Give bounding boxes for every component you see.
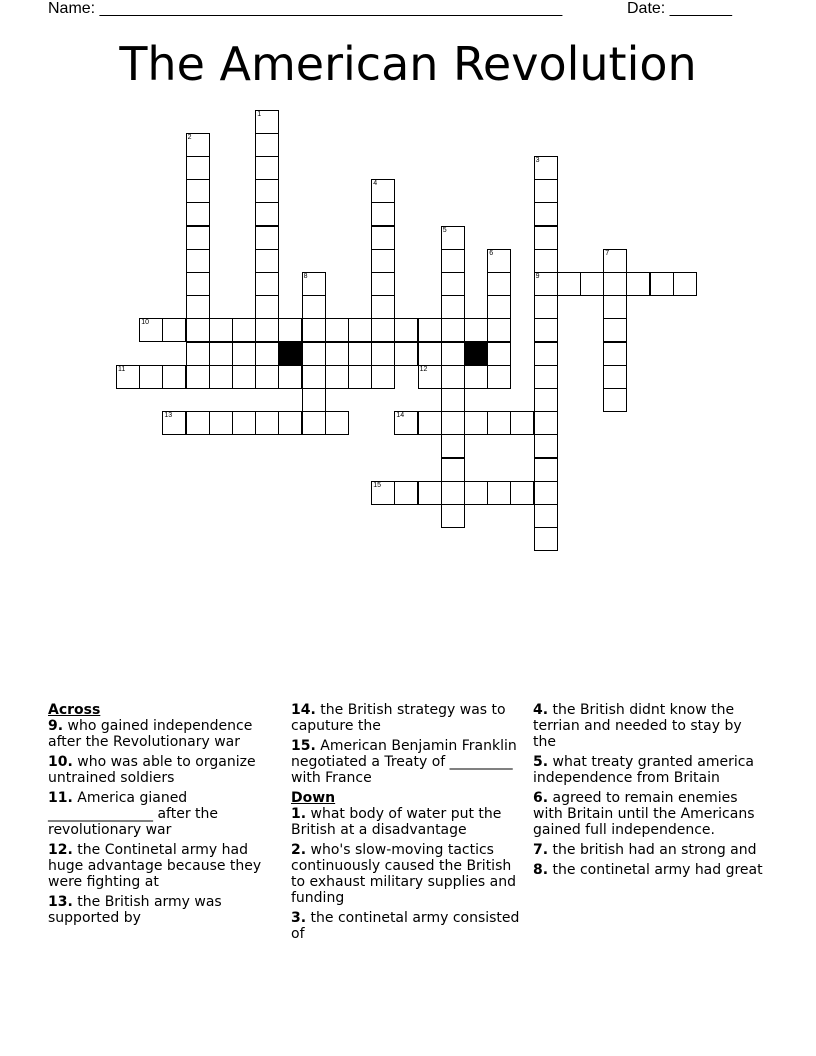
- grid-cell[interactable]: [186, 272, 210, 296]
- grid-cell[interactable]: [255, 226, 279, 250]
- name-field-label[interactable]: Name: ____________________________________________________: [48, 0, 563, 17]
- grid-cell[interactable]: [232, 318, 256, 342]
- grid-cell[interactable]: [441, 411, 465, 435]
- cell-number: 9: [535, 272, 540, 280]
- grid-cell[interactable]: [441, 342, 465, 366]
- clue-number: 9.: [48, 718, 64, 734]
- grid-cell[interactable]: [371, 226, 395, 250]
- grid-cell[interactable]: [139, 318, 163, 342]
- cell-number: 13: [164, 412, 173, 420]
- clue-across-13: [48, 894, 284, 926]
- clue-text: American Benjamin Franklin negotiated a Treaty of _________ with France: [291, 738, 517, 786]
- grid-cell[interactable]: [394, 342, 418, 366]
- grid-cell[interactable]: [534, 388, 558, 412]
- grid-cell[interactable]: [534, 249, 558, 273]
- cell-number: 10: [141, 319, 149, 327]
- grid-cell[interactable]: [186, 295, 210, 319]
- clue-across-9: [48, 718, 284, 750]
- grid-cell[interactable]: [255, 365, 279, 389]
- grid-cell[interactable]: [186, 342, 210, 366]
- grid-cell[interactable]: [302, 272, 326, 296]
- grid-cell[interactable]: [394, 318, 418, 342]
- grid-cell[interactable]: [626, 272, 650, 296]
- grid-cell[interactable]: [441, 249, 465, 273]
- grid-cell[interactable]: [441, 365, 465, 389]
- grid-cell[interactable]: [487, 342, 511, 366]
- clue-text: the continetal army had great: [552, 862, 763, 878]
- cell-number: 12: [419, 365, 428, 373]
- grid-cell[interactable]: [603, 342, 627, 366]
- clue-down-5: [533, 754, 769, 786]
- clue-down-4: [533, 702, 769, 750]
- grid-cell[interactable]: [487, 481, 511, 505]
- clue-across-10: [48, 754, 284, 786]
- grid-cell[interactable]: [371, 342, 395, 366]
- grid-cell[interactable]: [232, 411, 256, 435]
- grid-cell[interactable]: [302, 318, 326, 342]
- grid-cell[interactable]: [487, 249, 511, 273]
- grid-block: [278, 342, 302, 366]
- grid-cell[interactable]: [348, 365, 372, 389]
- clue-number: 5.: [533, 754, 549, 770]
- clue-number: 11.: [48, 790, 73, 806]
- grid-cell[interactable]: [255, 156, 279, 180]
- grid-cell[interactable]: [534, 295, 558, 319]
- grid-cell[interactable]: [510, 481, 534, 505]
- grid-cell[interactable]: [255, 179, 279, 203]
- clue-down-6: [533, 790, 769, 838]
- grid-cell[interactable]: [186, 179, 210, 203]
- clue-text: who gained independence after the Revolutionary war: [48, 718, 253, 750]
- grid-cell[interactable]: [302, 411, 326, 435]
- clues-column-1: [48, 702, 284, 930]
- clue-number: 14.: [291, 702, 316, 718]
- grid-cell[interactable]: [441, 504, 465, 528]
- clue-number: 13.: [48, 894, 73, 910]
- grid-cell[interactable]: [487, 295, 511, 319]
- grid-cell[interactable]: [441, 318, 465, 342]
- grid-cell[interactable]: [371, 318, 395, 342]
- grid-cell[interactable]: [534, 179, 558, 203]
- grid-cell[interactable]: [534, 411, 558, 435]
- clue-number: 8.: [533, 862, 549, 878]
- grid-cell[interactable]: [116, 365, 140, 389]
- page-title: The American Revolution: [119, 37, 697, 91]
- grid-cell[interactable]: [557, 272, 581, 296]
- grid-cell[interactable]: [534, 504, 558, 528]
- grid-cell[interactable]: [418, 481, 442, 505]
- grid-cell[interactable]: [302, 365, 326, 389]
- grid-cell[interactable]: [441, 226, 465, 250]
- grid-cell[interactable]: [186, 318, 210, 342]
- grid-cell[interactable]: [278, 365, 302, 389]
- grid-cell[interactable]: [534, 272, 558, 296]
- clue-text: America gianed _______________ after the revolutionary war: [48, 790, 218, 838]
- cell-number: 7: [605, 249, 610, 257]
- clue-across-14: [291, 702, 527, 734]
- grid-cell[interactable]: [371, 481, 395, 505]
- clue-number: 10.: [48, 754, 73, 770]
- grid-cell[interactable]: [464, 411, 488, 435]
- grid-cell[interactable]: [418, 318, 442, 342]
- grid-cell[interactable]: [418, 342, 442, 366]
- clue-number: 6.: [533, 790, 549, 806]
- grid-cell[interactable]: [255, 272, 279, 296]
- grid-cell[interactable]: [580, 272, 604, 296]
- grid-cell[interactable]: [371, 249, 395, 273]
- clue-down-3: [291, 910, 527, 942]
- grid-cell[interactable]: [348, 318, 372, 342]
- grid-cell[interactable]: [487, 365, 511, 389]
- grid-cell[interactable]: [534, 365, 558, 389]
- clues-column-2: [291, 702, 527, 946]
- cell-number: 4: [373, 180, 378, 188]
- grid-cell[interactable]: [603, 318, 627, 342]
- grid-cell[interactable]: [603, 388, 627, 412]
- grid-cell[interactable]: [534, 342, 558, 366]
- cell-number: 3: [535, 156, 540, 164]
- grid-cell[interactable]: [534, 156, 558, 180]
- grid-cell[interactable]: [650, 272, 674, 296]
- clue-number: 3.: [291, 910, 307, 926]
- cell-number: 14: [396, 412, 405, 420]
- grid-cell[interactable]: [418, 365, 442, 389]
- grid-cell[interactable]: [394, 411, 418, 435]
- grid-cell[interactable]: [209, 365, 233, 389]
- grid-cell[interactable]: [186, 202, 210, 226]
- grid-cell[interactable]: [186, 133, 210, 157]
- grid-cell[interactable]: [534, 202, 558, 226]
- grid-cell[interactable]: [534, 318, 558, 342]
- grid-cell[interactable]: [255, 411, 279, 435]
- grid-cell[interactable]: [186, 156, 210, 180]
- grid-cell[interactable]: [186, 365, 210, 389]
- down-heading: Down: [291, 790, 336, 806]
- grid-cell[interactable]: [278, 318, 302, 342]
- clue-number: 12.: [48, 842, 73, 858]
- grid-cell[interactable]: [186, 226, 210, 250]
- grid-cell[interactable]: [255, 249, 279, 273]
- clue-down-2: [291, 842, 527, 906]
- across-heading: Across: [48, 702, 101, 718]
- grid-cell[interactable]: [186, 411, 210, 435]
- clue-number: 1.: [291, 806, 307, 822]
- clue-text: the british had an strong and: [552, 842, 757, 858]
- grid-cell[interactable]: [441, 434, 465, 458]
- clue-down-1: [291, 806, 527, 838]
- grid-cell[interactable]: [302, 342, 326, 366]
- grid-cell[interactable]: [255, 110, 279, 134]
- grid-cell[interactable]: [534, 527, 558, 551]
- grid-cell[interactable]: [139, 365, 163, 389]
- clue-number: 7.: [533, 842, 549, 858]
- cell-number: 15: [373, 481, 381, 489]
- grid-cell[interactable]: [371, 179, 395, 203]
- clue-text: who was able to organize untrained soldiers: [48, 754, 256, 786]
- grid-cell[interactable]: [441, 388, 465, 412]
- grid-cell[interactable]: [209, 342, 233, 366]
- grid-cell[interactable]: [441, 481, 465, 505]
- grid-cell[interactable]: [534, 481, 558, 505]
- clue-number: 15.: [291, 738, 316, 754]
- grid-cell[interactable]: [255, 295, 279, 319]
- cell-number: 1: [257, 110, 262, 118]
- grid-cell[interactable]: [325, 411, 349, 435]
- clue-text: the British didnt know the terrian and needed to stay by the: [533, 702, 742, 750]
- grid-cell[interactable]: [255, 202, 279, 226]
- cell-number: 2: [187, 133, 192, 141]
- clue-number: 4.: [533, 702, 549, 718]
- grid-cell[interactable]: [162, 365, 186, 389]
- grid-cell[interactable]: [232, 342, 256, 366]
- grid-cell[interactable]: [255, 342, 279, 366]
- cell-number: 11: [118, 365, 126, 373]
- grid-cell[interactable]: [371, 365, 395, 389]
- grid-cell[interactable]: [464, 481, 488, 505]
- grid-cell[interactable]: [325, 318, 349, 342]
- clues-section: [48, 702, 768, 962]
- grid-cell[interactable]: [209, 411, 233, 435]
- clue-down-7: [533, 842, 769, 858]
- grid-cell[interactable]: [162, 318, 186, 342]
- grid-cell[interactable]: [232, 365, 256, 389]
- clue-text: what treaty granted america independence from Britain: [533, 754, 754, 786]
- grid-cell[interactable]: [418, 411, 442, 435]
- grid-cell[interactable]: [441, 272, 465, 296]
- clue-across-12: [48, 842, 284, 890]
- grid-cell[interactable]: [534, 458, 558, 482]
- grid-cell[interactable]: [510, 411, 534, 435]
- grid-cell[interactable]: [673, 272, 697, 296]
- grid-cell[interactable]: [302, 388, 326, 412]
- clue-text: what body of water put the British at a disadvantage: [291, 806, 502, 838]
- grid-cell[interactable]: [487, 318, 511, 342]
- cell-number: 8: [303, 272, 308, 280]
- clue-text: who's slow-moving tactics continuously caused the British to exhaust military supplies and funding: [291, 842, 516, 906]
- clue-across-11: [48, 790, 284, 838]
- cell-number: 5: [442, 226, 447, 234]
- cell-number: 6: [489, 249, 494, 257]
- grid-cell[interactable]: [534, 434, 558, 458]
- grid-cell[interactable]: [278, 411, 302, 435]
- grid-cell[interactable]: [255, 133, 279, 157]
- grid-cell[interactable]: [255, 318, 279, 342]
- clue-text: agreed to remain enemies with Britain until the Americans gained full independence.: [533, 790, 755, 838]
- clue-text: the continetal army consisted of: [291, 910, 520, 942]
- grid-cell[interactable]: [162, 411, 186, 435]
- grid-cell[interactable]: [371, 202, 395, 226]
- grid-cell[interactable]: [441, 458, 465, 482]
- grid-cell[interactable]: [348, 342, 372, 366]
- grid-cell[interactable]: [603, 272, 627, 296]
- grid-block: [464, 342, 488, 366]
- grid-cell[interactable]: [371, 272, 395, 296]
- grid-cell[interactable]: [487, 272, 511, 296]
- date-field-label[interactable]: Date: _______: [627, 0, 732, 17]
- grid-cell[interactable]: [325, 342, 349, 366]
- grid-cell[interactable]: [325, 365, 349, 389]
- grid-cell[interactable]: [603, 295, 627, 319]
- grid-cell[interactable]: [603, 249, 627, 273]
- clue-text: the British strategy was to caputure the: [291, 702, 506, 734]
- clue-down-8: [533, 862, 769, 878]
- clues-column-3: [533, 702, 769, 882]
- clue-text: the Continetal army had huge advantage because they were fighting at: [48, 842, 262, 890]
- grid-cell[interactable]: [441, 295, 465, 319]
- grid-cell[interactable]: [487, 411, 511, 435]
- clue-number: 2.: [291, 842, 307, 858]
- grid-cell[interactable]: [209, 318, 233, 342]
- grid-cell[interactable]: [394, 481, 418, 505]
- grid-cell[interactable]: [464, 318, 488, 342]
- clue-text: the British army was supported by: [48, 894, 222, 926]
- grid-cell[interactable]: [302, 295, 326, 319]
- grid-cell[interactable]: [534, 226, 558, 250]
- grid-cell[interactable]: [464, 365, 488, 389]
- grid-cell[interactable]: [186, 249, 210, 273]
- clue-across-15: [291, 738, 527, 786]
- grid-cell[interactable]: [371, 295, 395, 319]
- grid-cell[interactable]: [603, 365, 627, 389]
